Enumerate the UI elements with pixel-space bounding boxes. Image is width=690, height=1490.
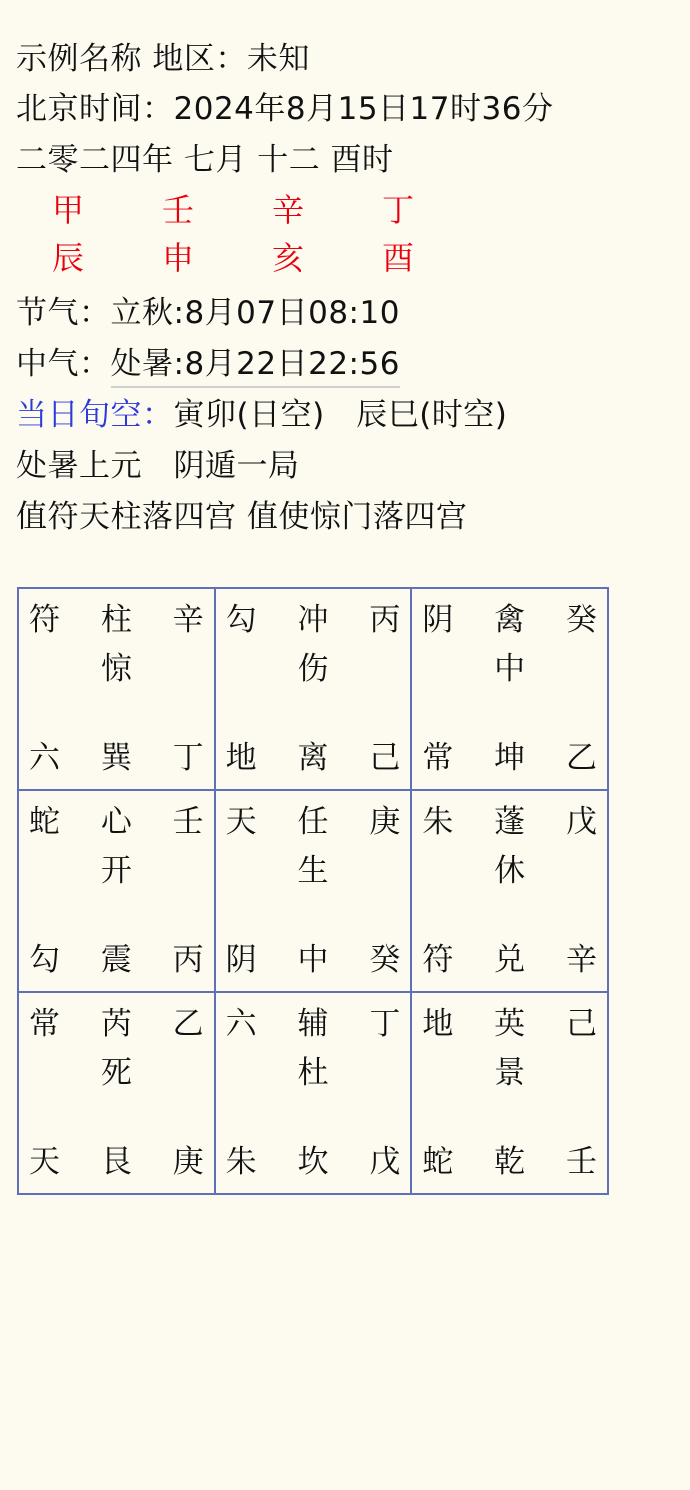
cell-god: 朱 <box>422 804 454 840</box>
grid-cell-0[interactable] <box>18 588 215 790</box>
cell-god: 天 <box>225 804 257 840</box>
cell-god-bottom: 蛇 <box>422 1144 454 1180</box>
grid-cell-3[interactable] <box>18 790 215 992</box>
cell-door: 伤 <box>297 651 329 687</box>
cell-god: 地 <box>422 1006 454 1042</box>
table-row <box>18 790 608 992</box>
cell-stem-top: 癸 <box>565 602 597 638</box>
jieqi-line <box>16 288 674 339</box>
cell-god-bottom: 六 <box>29 740 60 776</box>
cell-god-bottom: 符 <box>422 942 454 978</box>
cell-stem-top: 戊 <box>565 804 597 840</box>
ganzhi-stem-1: 壬 <box>162 191 195 229</box>
cell-star: 心 <box>100 804 132 840</box>
cell-god: 六 <box>225 1006 257 1042</box>
qimen-grid <box>17 587 609 1195</box>
ganzhi-branch-3: 酉 <box>382 239 415 277</box>
xunkong-line <box>16 390 674 441</box>
ganzhi-branch-1: 申 <box>162 239 195 277</box>
ganzhi-branches-row <box>16 234 674 282</box>
jieqi-value: 立秋:8月07日08:10 <box>110 295 400 331</box>
cell-god-bottom: 常 <box>422 740 454 776</box>
cell-trigram: 坎 <box>297 1144 329 1180</box>
cell-stem-bottom: 庚 <box>172 1144 204 1180</box>
cell-stem-bottom: 乙 <box>565 740 597 776</box>
cell-stem-top: 辛 <box>172 602 204 638</box>
cell-stem-bottom: 壬 <box>565 1144 597 1180</box>
cell-trigram: 巽 <box>100 740 132 776</box>
cell-door: 惊 <box>100 651 132 687</box>
ganzhi-stems-row <box>16 186 674 234</box>
jieqi-label: 节气： <box>16 295 111 331</box>
zhongqi-value: 处暑:8月22日22:56 <box>111 342 400 388</box>
cell-stem-bottom: 丙 <box>172 942 204 978</box>
grid-cell-5[interactable] <box>411 790 608 992</box>
cell-door: 生 <box>297 853 329 889</box>
name-region-line: 示例名称 地区：未知 <box>16 41 310 77</box>
cell-trigram: 乾 <box>494 1144 526 1180</box>
xunkong-label: 当日旬空： <box>16 397 174 433</box>
cell-trigram: 艮 <box>100 1144 132 1180</box>
cell-door: 杜 <box>297 1055 329 1091</box>
cell-trigram: 震 <box>100 942 132 978</box>
ganzhi-stem-0: 甲 <box>52 191 85 229</box>
xunkong-value: 寅卯(日空) 辰巳(时空) <box>173 397 508 433</box>
cell-stem-bottom: 戊 <box>369 1144 401 1180</box>
ganzhi-branch-0: 辰 <box>52 239 85 277</box>
cell-god: 阴 <box>422 602 454 638</box>
ju-line: 处暑上元 阴遁一局 <box>16 448 300 484</box>
cell-stem-top: 庚 <box>369 804 401 840</box>
cell-star: 蓬 <box>494 804 526 840</box>
grid-cell-1[interactable] <box>215 588 412 790</box>
lunar-date-line: 二零二四年 七月 十二 酉时 <box>16 142 394 178</box>
cell-trigram: 离 <box>297 740 329 776</box>
cell-stem-top: 己 <box>565 1006 597 1042</box>
ganzhi-stem-3: 丁 <box>382 191 415 229</box>
cell-star: 柱 <box>100 602 132 638</box>
cell-god-bottom: 地 <box>225 740 257 776</box>
cell-stem-top: 乙 <box>172 1006 204 1042</box>
grid-cell-7[interactable] <box>215 992 412 1194</box>
table-row <box>18 588 608 790</box>
cell-stem-top: 丁 <box>369 1006 401 1042</box>
cell-stem-bottom: 己 <box>369 740 401 776</box>
zhifu-zhishi-line: 值符天柱落四宫 值使惊门落四宫 <box>16 499 468 535</box>
zhongqi-label: 中气： <box>16 346 111 382</box>
cell-star: 辅 <box>297 1006 329 1042</box>
cell-door: 死 <box>100 1055 132 1091</box>
cell-door: 休 <box>494 853 526 889</box>
cell-star: 芮 <box>100 1006 132 1042</box>
zhongqi-line <box>16 339 674 390</box>
cell-star: 禽 <box>494 602 526 638</box>
cell-door: 中 <box>494 651 526 687</box>
cell-star: 英 <box>494 1006 526 1042</box>
cell-stem-bottom: 丁 <box>172 740 204 776</box>
cell-trigram: 兑 <box>494 942 526 978</box>
grid-cell-2[interactable] <box>411 588 608 790</box>
cell-god-bottom: 朱 <box>225 1144 257 1180</box>
cell-stem-bottom: 辛 <box>565 942 597 978</box>
grid-cell-8[interactable] <box>411 992 608 1194</box>
cell-stem-top: 丙 <box>369 602 401 638</box>
cell-door: 开 <box>100 853 132 889</box>
cell-star: 冲 <box>297 602 329 638</box>
cell-god-bottom: 天 <box>29 1144 60 1180</box>
cell-stem-top: 壬 <box>172 804 204 840</box>
table-row <box>18 992 608 1194</box>
cell-god: 勾 <box>225 602 257 638</box>
cell-trigram: 中 <box>297 942 329 978</box>
grid-cell-4[interactable] <box>215 790 412 992</box>
grid-cell-6[interactable] <box>18 992 215 1194</box>
cell-trigram: 坤 <box>494 740 526 776</box>
cell-god: 常 <box>29 1006 60 1042</box>
cell-star: 任 <box>297 804 329 840</box>
cell-god-bottom: 勾 <box>29 942 60 978</box>
cell-god: 蛇 <box>29 804 60 840</box>
cell-god-bottom: 阴 <box>225 942 257 978</box>
cell-god: 符 <box>29 602 60 638</box>
beijing-time-line: 北京时间：2024年8月15日17时36分 <box>16 91 554 127</box>
cell-stem-bottom: 癸 <box>369 942 401 978</box>
ganzhi-branch-2: 亥 <box>272 239 305 277</box>
ganzhi-stem-2: 辛 <box>272 191 305 229</box>
cell-door: 景 <box>494 1055 526 1091</box>
